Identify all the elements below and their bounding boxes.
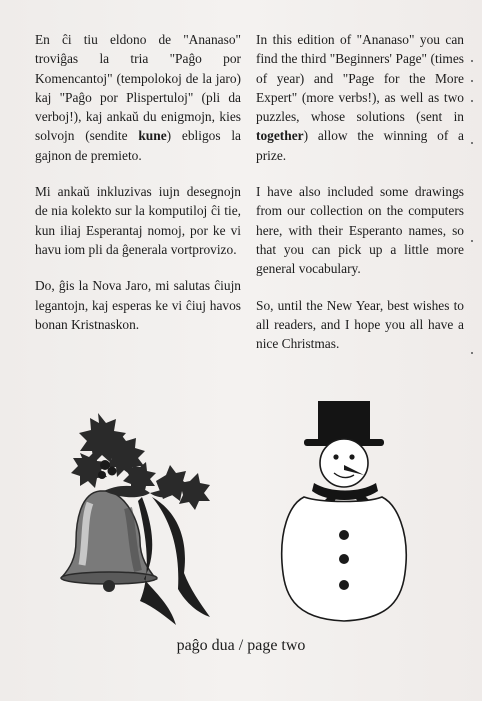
esperanto-column xyxy=(35,30,241,351)
snowman-icon xyxy=(270,393,420,628)
bold-word: together xyxy=(256,128,304,144)
bell-with-holly-icon xyxy=(60,393,235,628)
edge-mark xyxy=(471,142,473,144)
bold-word: kune xyxy=(138,128,167,144)
edge-mark xyxy=(471,240,473,242)
english-paragraph-3: So, until the New Year, best wishes to all readers, and I hope you all have a nice Christmas. xyxy=(256,297,464,352)
edge-mark xyxy=(471,352,473,354)
edge-mark xyxy=(471,100,473,102)
esperanto-paragraph-1: En ĉi tiu eldono de "Ananaso" troviĝas la tria "Paĝo por Komencantoj" (tempolokoj de la jaro) kaj "Paĝo por Plispertuloj" (pli da verboj!), kaj ankaŭ du enigmojn, kies solvojn (sendite kune) ebligos la gajnon de premieto. xyxy=(35,32,241,163)
english-column xyxy=(256,30,464,370)
esperanto-paragraph-3: Do, ĝis la Nova Jaro, mi salutas ĉiujn legantojn, kaj esperas ke vi ĉiuj havos bonan Kristnaskon. xyxy=(35,278,241,332)
english-paragraph-2: I have also included some drawings from our collection on the computers here, with their Esperanto names, so that you can pick up a little more general vocabulary. xyxy=(256,184,464,277)
esperanto-paragraph-2: Mi ankaŭ inkluzivas iujn desegnojn de nia kolekto sur la komputiloj ĉi tie, kun iliaj Esperantaj nomoj, por ke vi havu iom pli da ĝenerala vortprovizo. xyxy=(35,184,241,257)
edge-mark xyxy=(471,60,473,62)
english-paragraph-1: In this edition of "Ananaso" you can find the third "Beginners' Page" (times of year) and "Page for the More Expert" (more verbs!), as well as two puzzles, whose solutions (sent in together) allow the winning of a prize. xyxy=(256,32,464,163)
edge-mark xyxy=(471,80,473,82)
page-footer: paĝo dua / page two xyxy=(176,637,306,654)
